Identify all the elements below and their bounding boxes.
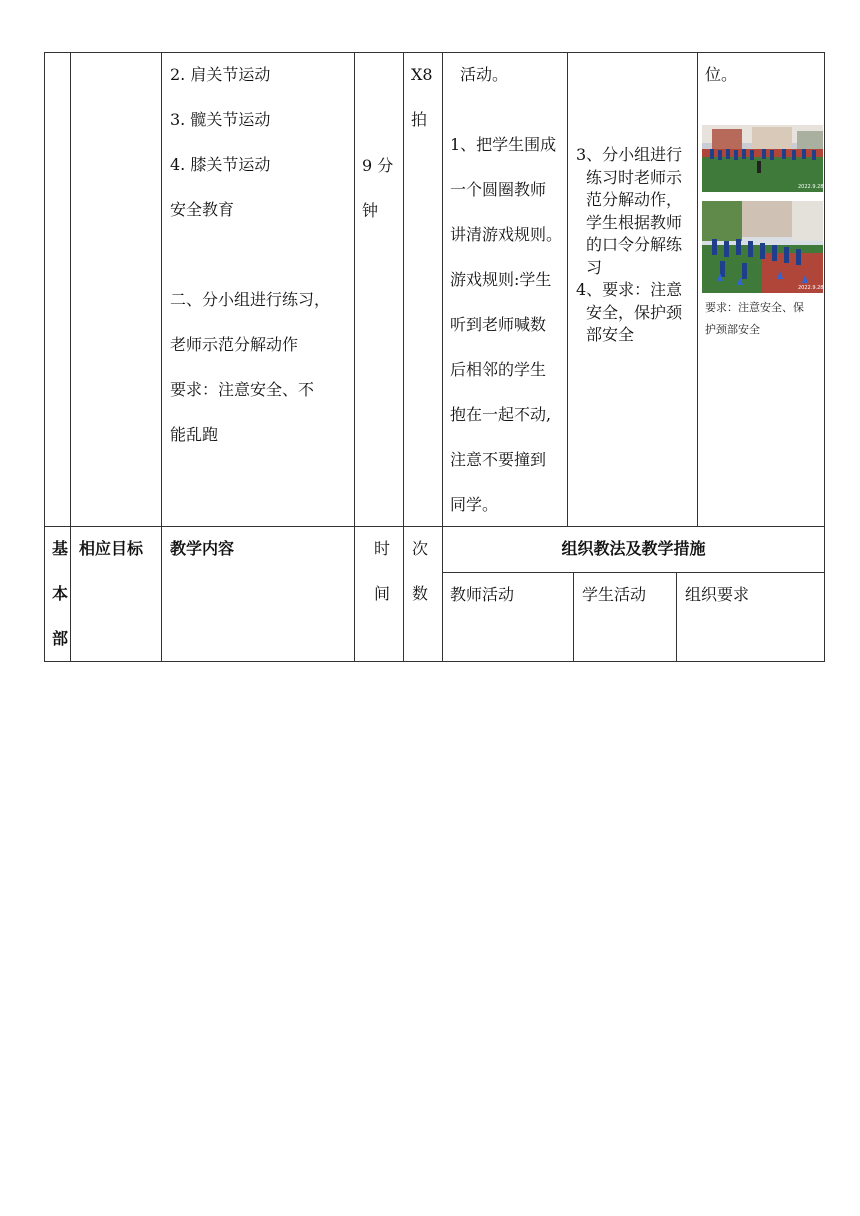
teacher-line: 抱在一起不动, xyxy=(450,405,552,424)
class-photo-2-image xyxy=(702,201,823,293)
teacher-line: 讲清游戏规则。 xyxy=(450,225,563,244)
methods-header-text: 组织教法及教学措施 xyxy=(561,539,706,558)
teacher-activity-header-text: 教师活动 xyxy=(450,585,515,604)
content-line: 能乱跑 xyxy=(170,425,219,444)
teacher-line: 1、把学生围成 xyxy=(450,135,557,154)
org-top-text: 位。 xyxy=(705,65,738,84)
content-header-text: 教学内容 xyxy=(170,539,235,558)
col-border xyxy=(161,52,162,662)
class-photo-1 xyxy=(702,125,823,192)
count-line: X8 xyxy=(411,65,433,84)
part-line: 本 xyxy=(52,584,69,603)
student-activity-header xyxy=(582,572,646,617)
count-line: 拍 xyxy=(411,110,428,129)
student-activity-header-text: 学生活动 xyxy=(582,585,647,604)
teacher-line: 后相邻的学生 xyxy=(450,360,547,379)
count-header-line: 次 xyxy=(412,539,429,558)
teacher-activity-header xyxy=(450,572,514,617)
count-header-line: 数 xyxy=(412,584,429,603)
student-activity-cell xyxy=(576,144,696,347)
student-line: 范分解动作， xyxy=(586,190,683,209)
teacher-line: 游戏规则:学生 xyxy=(450,270,552,289)
time-cell xyxy=(362,143,400,233)
target-header-text: 相应目标 xyxy=(79,539,144,558)
part-line: 部 xyxy=(52,629,69,648)
content-line xyxy=(170,232,330,277)
photo-1-date: 2022.9.28 xyxy=(798,184,823,190)
time-header-line: 时 xyxy=(374,539,391,558)
org-requirement-header xyxy=(685,572,749,617)
target-header xyxy=(79,526,143,571)
col-border xyxy=(70,52,71,662)
col-border xyxy=(676,572,677,662)
org-requirement-note xyxy=(705,297,804,341)
student-line: 的口令分解练 xyxy=(586,235,683,254)
student-line: 部安全 xyxy=(586,325,635,344)
col-border xyxy=(354,52,355,662)
time-header-line: 间 xyxy=(374,584,391,603)
org-requirement-cell xyxy=(705,52,737,97)
note-line: 要求：注意安全、保 xyxy=(705,301,804,314)
note-line: 护颈部安全 xyxy=(705,323,760,336)
teacher-line xyxy=(450,97,562,122)
teaching-content-cell xyxy=(170,52,330,457)
photo-2-date: 2022.9.28 xyxy=(798,285,823,291)
teacher-line: 听到老师喊数 xyxy=(450,315,547,334)
org-requirement-header-text: 组织要求 xyxy=(685,585,750,604)
methods-header xyxy=(442,526,825,571)
col-border xyxy=(403,52,404,662)
content-line: 3. 髋关节运动 xyxy=(170,110,271,129)
student-line: 安全，保护颈 xyxy=(586,302,683,322)
content-line: 安全教育 xyxy=(170,200,235,219)
class-photo-1-image xyxy=(702,125,823,192)
teacher-line: 同学。 xyxy=(450,495,499,514)
count-header xyxy=(412,526,428,616)
col-border xyxy=(697,52,698,526)
col-border xyxy=(44,52,45,662)
content-line: 二、分小组进行练习， xyxy=(170,290,331,309)
part-line: 基 xyxy=(52,539,69,558)
content-header xyxy=(170,526,234,571)
teacher-line: 活动。 xyxy=(460,65,509,84)
time-header xyxy=(374,526,390,616)
count-cell xyxy=(411,52,433,142)
content-line: 4. 膝关节运动 xyxy=(170,155,271,174)
teacher-activity-cell xyxy=(450,52,562,527)
content-line: 要求：注意安全、不 xyxy=(170,380,315,399)
part-label xyxy=(52,526,68,661)
student-line: 习 xyxy=(586,257,603,277)
student-line: 4、要求：注意 xyxy=(576,280,683,299)
teacher-line: 一个圆圈教师 xyxy=(450,180,547,199)
student-line: 练习时老师示 xyxy=(586,167,683,187)
student-line: 3、分小组进行 xyxy=(576,145,683,164)
teacher-line: 注意不要撞到 xyxy=(450,450,547,469)
content-line: 2. 肩关节运动 xyxy=(170,65,271,84)
col-border xyxy=(567,52,568,526)
content-line: 老师示范分解动作 xyxy=(170,335,299,354)
time-value: 9 分钟 xyxy=(362,156,394,220)
class-photo-2 xyxy=(702,201,823,293)
student-line: 学生根据教师 xyxy=(586,212,683,232)
col-border xyxy=(573,572,574,662)
